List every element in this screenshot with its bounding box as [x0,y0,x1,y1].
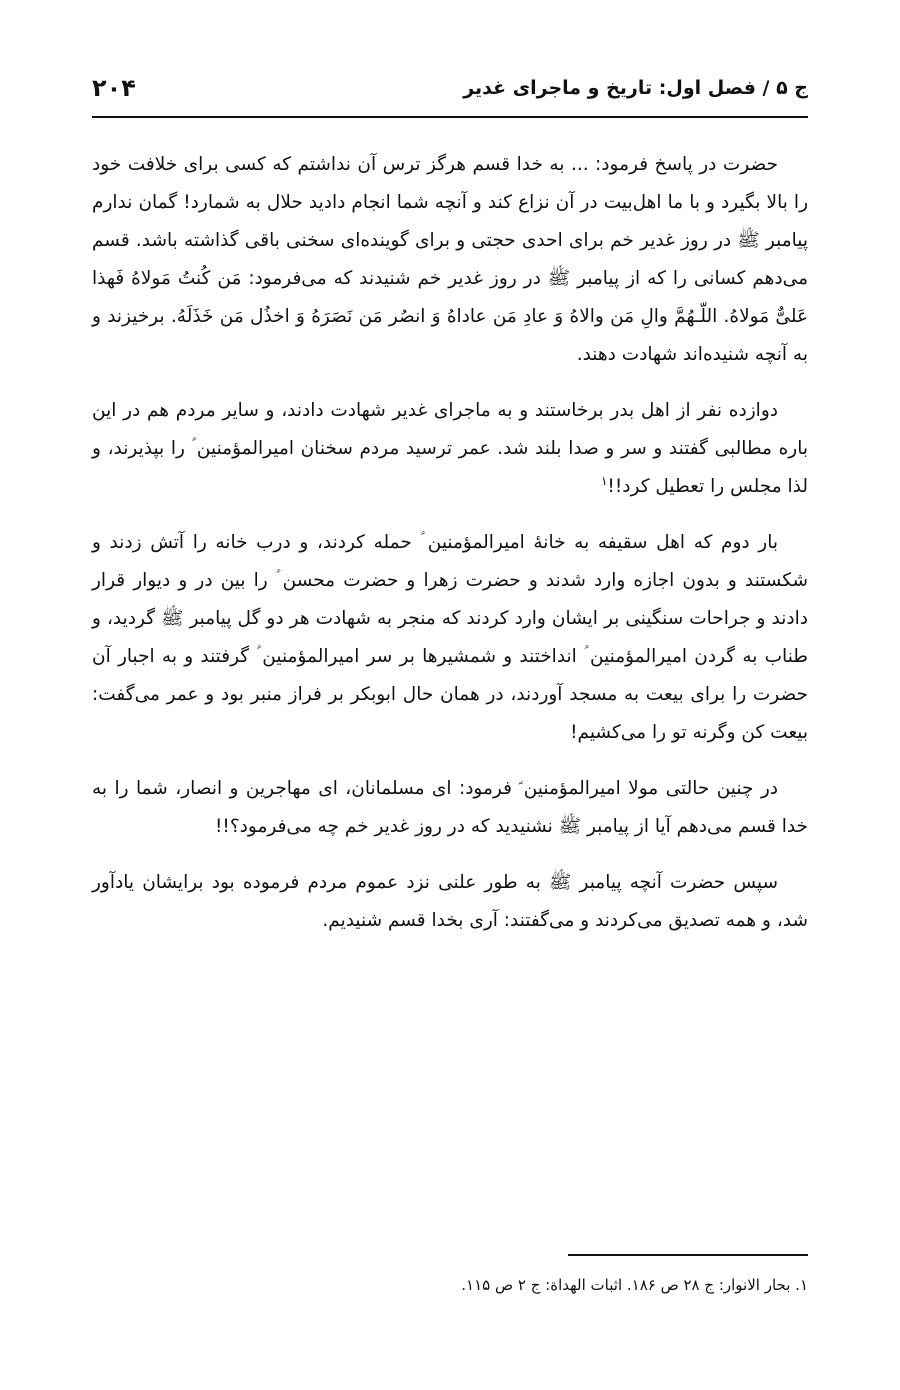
footnote: ۱. بحار الانوار: ج ۲۸ ص ۱۸۶. اثبات الهداة: ج ۲ ص ۱۱۵. [461,1276,808,1294]
footnote-reference: ۱ [600,473,608,488]
page-header [92,66,808,110]
paragraph-3: بار دوم که اهل سقیفه به خانهٔ امیرالمؤمنین ؑ حمله کردند، و درب خانه را آتش زدند و شکستند و بدون اجازه وارد شدند و حضرت زهرا و حضرت محسن ؑ را بین در و دیوار قرار دادند و جراحات سنگینی بر ایشان وارد کردند که منجر به شهادت هر دو گل پیامبر ﷺ گردید، و طناب به گردن امیرالمؤمنین ؑ انداختند و شمشیرها بر سر امیرالمؤمنین ؑ گرفتند و به اجبار آن حضرت را برای بیعت به مسجد آوردند، در همان حال ابوبکر بر فراز منبر بود و عمر می‌گفت: بیعت کن وگرنه تو را می‌کشیم! [92,532,808,743]
book-page [92,0,808,1390]
paragraph-2 [92,392,808,506]
running-head: ج ۵ / فصل اول: تاریخ و ماجرای غدیر [463,77,808,99]
paragraph-5: سپس حضرت آنچه پیامبر ﷺ به طور علنی نزد عموم مردم فرموده بود برایشان یادآور شد، و همه تصدیق می‌کردند و می‌گفتند: آری بخدا قسم شنیدیم. [92,872,808,931]
footnote-rule [568,1254,808,1256]
paragraph-1: حضرت در پاسخ فرمود: ... به خدا قسم هرگز ترس آن نداشتم که کسی برای خلافت خود را بالا بگیرد و با ما اهل‌بیت در آن نزاع کند و آنچه شما انجام دادید حلال به شمارد! گمان ندارم پیامبر ﷺ در روز غدیر خم برای احدی حجتی و برای گوینده‌ای سخنی باقی گذاشته باشد. قسم می‌دهم کسانی را که از پیامبر ﷺ در روز غدیر خم شنیدند که می‌فرمود: مَن کُنتُ مَولاهُ فَهذا عَلیٌّ مَولاهُ. اللّـهُمَّ والِ مَن والاهُ وَ عادِ مَن عاداهُ وَ انصُر مَن نَصَرَهُ وَ اخذُل مَن خَذَلَهُ. برخیزند و به آنچه شنیده‌اند شهادت دهند. [92,154,808,365]
body-text [92,146,808,958]
header-rule [92,116,808,118]
paragraph-2-text: دوازده نفر از اهل بدر برخاستند و به ماجرای غدیر شهادت دادند، و سایر مردم هم در این باره مطالبی گفتند و سر و صدا بلند شد. عمر ترسید مردم سخنان امیرالمؤمنین ؑ را بپذیرند، و لذا مجلس را تعطیل کرد!! [92,400,808,497]
page-number: ۲۰۴ [92,74,136,102]
paragraph-4: در چنین حالتی مولا امیرالمؤمنین ؑ فرمود: ای مسلمانان، ای مهاجرین و انصار، شما را به خدا قسم می‌دهم آیا از پیامبر ﷺ نشنیدید که در روز غدیر خم چه می‌فرمود؟!! [92,778,808,837]
